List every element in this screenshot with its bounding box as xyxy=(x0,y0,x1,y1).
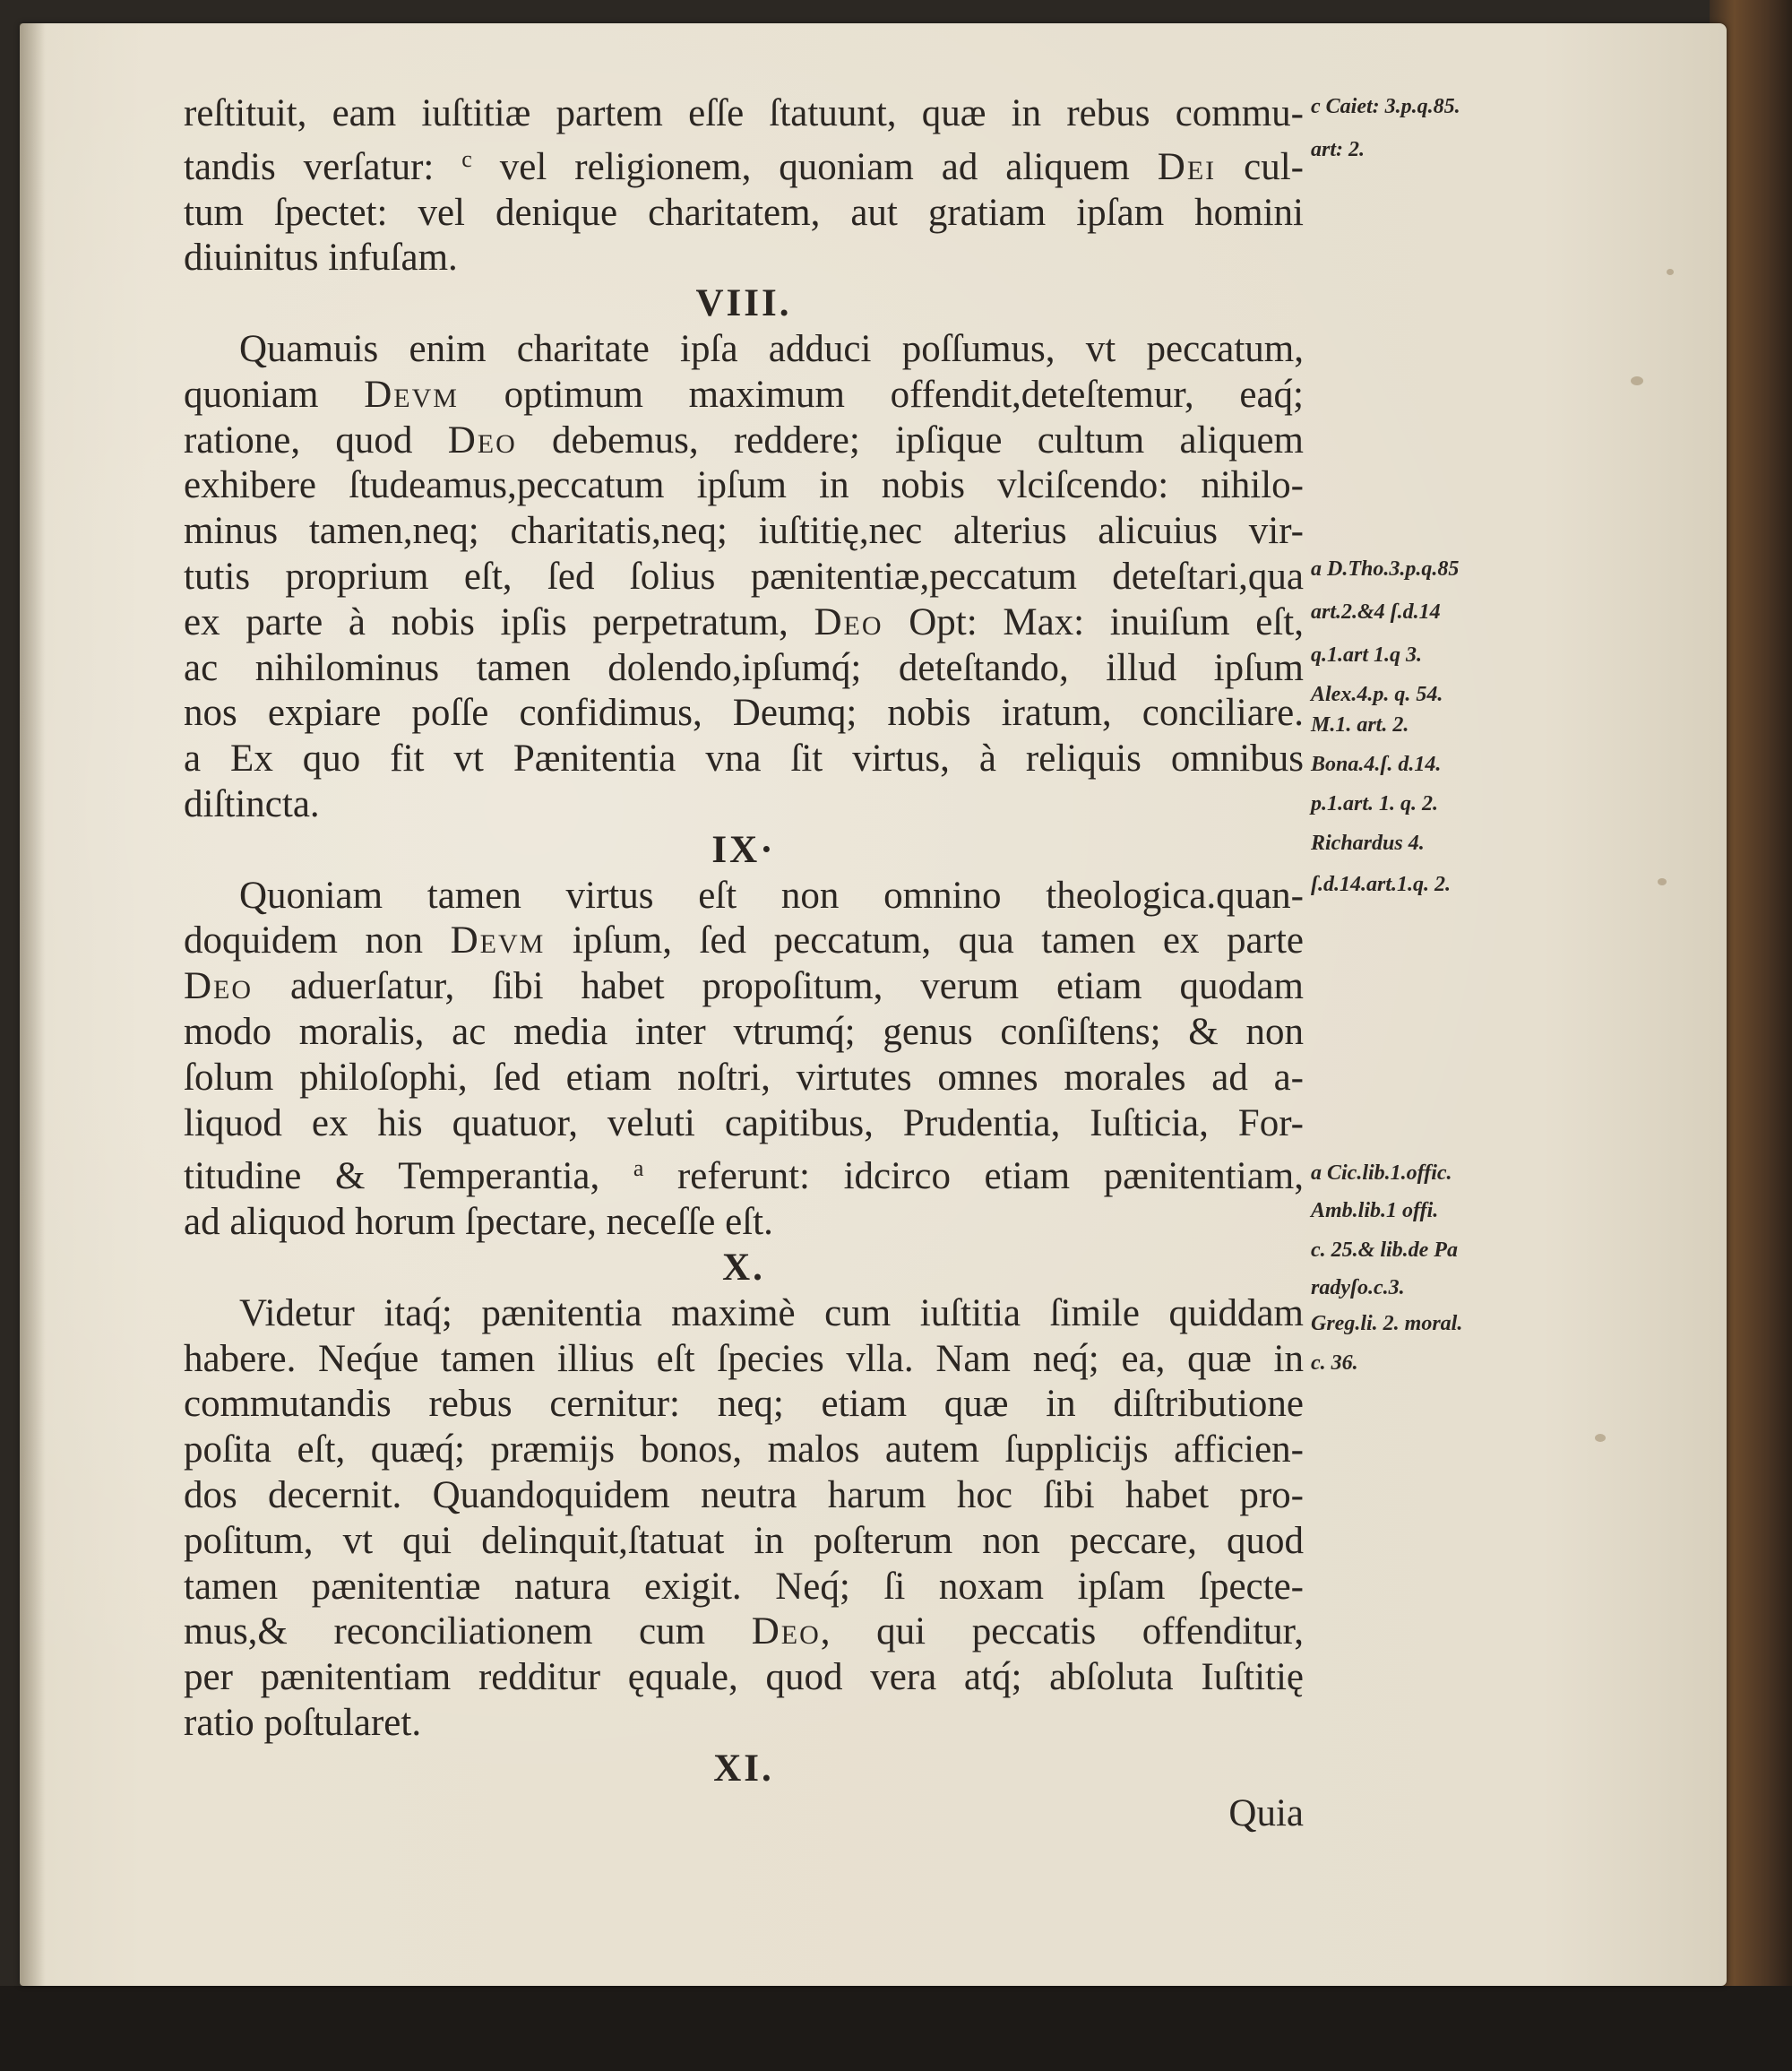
text-line: per pænitentiam redditur ęquale, quod vera atq́; abſoluta Iuſtitię xyxy=(184,1656,1304,1699)
section-heading-8: VIII. xyxy=(695,282,792,325)
margin-note: art.2.&4 ſ.d.14 xyxy=(1311,600,1441,624)
margin-note: c. 36. xyxy=(1311,1351,1358,1375)
text-line: ad aliquod horum ſpectare, neceſſe eſt. xyxy=(184,1201,773,1244)
margin-note: c Caiet: 3.p.q.85. xyxy=(1311,95,1460,118)
section-heading-11: XI. xyxy=(713,1747,774,1790)
page-gutter-shadow xyxy=(20,23,45,1986)
text-line: titudine & Temperantia, $^a$ referunt: idcirco etiam pænitentiam, xyxy=(184,1155,1304,1198)
scanner-background xyxy=(0,1986,1792,2071)
catchword: Quia xyxy=(1228,1792,1304,1835)
text-line: tandis verſatur: $^c$ vel religionem, quoniam ad aliquem Dei cul- xyxy=(184,145,1304,188)
text-line: mus,& reconciliationem cum Deo, qui peccatis offenditur, xyxy=(184,1610,1304,1653)
margin-note: a D.Tho.3.p.q.85 xyxy=(1311,557,1460,581)
text-line: Quamuis enim charitate ipſa adduci poſſumus, vt peccatum, xyxy=(239,327,1304,370)
text-line: tamen pænitentiæ natura exigit. Neq́; ſi noxam ipſam ſpecte- xyxy=(184,1565,1304,1608)
text-line: quoniam Devm optimum maximum offendit,deteſtemur, eaq́; xyxy=(184,373,1304,416)
foxing-spot xyxy=(1595,1434,1606,1442)
text-line: ac nihilominus tamen dolendo,ipſumq́; deteſtando, illud ipſum xyxy=(184,646,1304,689)
text-line: tutis proprium eſt, ſed ſolius pænitentiæ,peccatum deteſtari,qua xyxy=(184,555,1304,598)
text-line: ex parte à nobis ipſis perpetratum, Deo Opt: Max: inuiſum eſt, xyxy=(184,600,1304,643)
margin-note: Greg.li. 2. moral. xyxy=(1311,1312,1463,1335)
margin-note: art: 2. xyxy=(1311,138,1365,161)
margin-note: Alex.4.p. q. 54. xyxy=(1311,683,1443,706)
section-heading-9: IX· xyxy=(711,828,776,871)
text-line: poſitum, vt qui delinquit,ſtatuat in poſterum non peccare, quod xyxy=(184,1519,1304,1562)
text-line: reſtituit, eam iuſtitiæ partem eſſe ſtatuunt, quæ in rebus commu- xyxy=(184,92,1304,134)
margin-note: M.1. art. 2. xyxy=(1311,713,1409,737)
text-line: Videtur itaq́; pænitentia maximè cum iuſtitia ſimile quiddam xyxy=(239,1291,1304,1334)
text-line: a Ex quo fit vt Pænitentia vna ſit virtus, à reliquis omnibus xyxy=(184,738,1304,781)
margin-note: a Cic.lib.1.offic. xyxy=(1311,1161,1452,1185)
text-line: ratio poſtularet. xyxy=(184,1701,422,1744)
foxing-spot xyxy=(1631,376,1643,385)
text-line: diſtincta. xyxy=(184,782,320,825)
text-line: liquod ex his quatuor, veluti capitibus, Prudentia, Iuſticia, For- xyxy=(184,1101,1304,1144)
text-line: Quoniam tamen virtus eſt non omnino theologica.quan- xyxy=(239,874,1304,917)
text-line: poſita eſt, quæq́; præmijs bonos, malos autem ſupplicijs afficien- xyxy=(184,1428,1304,1471)
text-line: habere. Neq́ue tamen illius eſt ſpecies vlla. Nam neq́; ea, quæ in xyxy=(184,1337,1304,1380)
section-heading-10: X. xyxy=(722,1246,765,1289)
foxing-spot xyxy=(1667,269,1674,275)
text-line: minus tamen,neq; charitatis,neq; iuſtitię,nec alterius alicuius vir- xyxy=(184,510,1304,553)
margin-note: ſ.d.14.art.1.q. 2. xyxy=(1311,873,1451,896)
text-line: ratione, quod Deo debemus, reddere; ipſique cultum aliquem xyxy=(184,419,1305,462)
text-line: nos expiare poſſe confidimus, Deumq; nobis iratum, conciliare. xyxy=(184,692,1304,735)
margin-note: Bona.4.ſ. d.14. xyxy=(1311,753,1442,776)
text-line: commutandis rebus cernitur: neq; etiam quæ in diſtributione xyxy=(184,1383,1304,1426)
margin-note: radyſo.c.3. xyxy=(1311,1276,1405,1299)
margin-note: q.1.art 1.q 3. xyxy=(1311,643,1423,667)
text-line: Deo aduerſatur, ſibi habet propoſitum, verum etiam quodam xyxy=(184,965,1304,1008)
text-line: ſolum philoſophi, ſed etiam noſtri, virtutes omnes morales ad a- xyxy=(184,1056,1304,1099)
text-line: tum ſpectet: vel denique charitatem, aut gratiam ipſam homini xyxy=(184,191,1304,234)
text-line: dos decernit. Quandoquidem neutra harum hoc ſibi habet pro- xyxy=(184,1473,1304,1516)
text-line: diuinitus infuſam. xyxy=(184,237,458,280)
margin-note: Amb.lib.1 offi. xyxy=(1311,1199,1439,1222)
text-line: exhibere ſtudeamus,peccatum ipſum in nobis vlciſcendo: nihilo- xyxy=(184,464,1304,507)
foxing-spot xyxy=(1658,878,1667,885)
margin-note: c. 25.& lib.de Pa xyxy=(1311,1238,1458,1262)
text-line: modo moralis, ac media inter vtrumq́; genus conſiſtens; & non xyxy=(184,1010,1304,1053)
margin-note: p.1.art. 1. q. 2. xyxy=(1311,792,1439,815)
text-line: doquidem non Devm ipſum, ſed peccatum, qua tamen ex parte xyxy=(184,919,1304,962)
margin-note: Richardus 4. xyxy=(1311,832,1425,855)
main-text-block xyxy=(184,91,1304,1837)
